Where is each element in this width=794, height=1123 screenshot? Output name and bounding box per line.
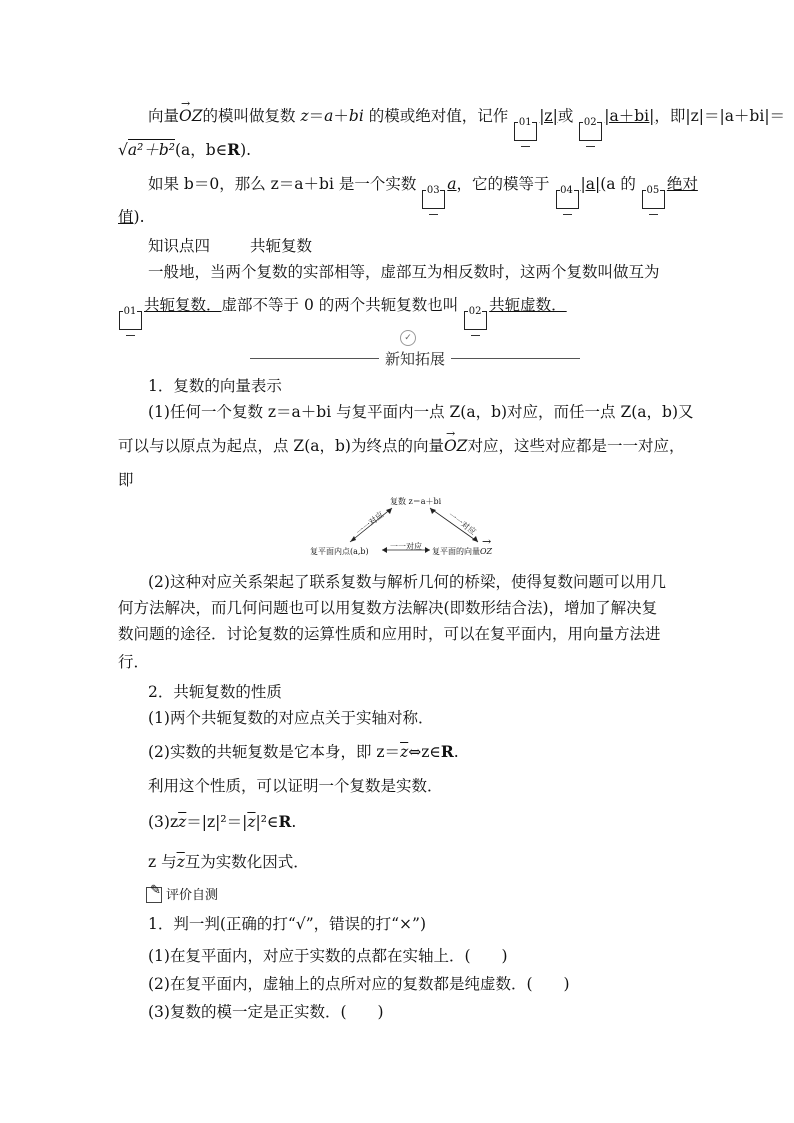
answer-2: |a＋bi| bbox=[604, 107, 655, 125]
diagram-top-node: 复数 z＝a＋bi bbox=[390, 497, 442, 506]
eval-q1-a: (1)在复平面内，对应于实数的点都在实轴上．( ) bbox=[148, 947, 508, 965]
conjugate-definition-line-2: 01 共轭复数．虚部不等于 0 的两个共轭复数也叫 02 共轭虚数． bbox=[118, 295, 567, 330]
z-bar: $\overline{z}$ bbox=[400, 743, 409, 761]
eval-q1: 1．判一判(正确的打“√”，错误的打“×”) bbox=[148, 915, 427, 933]
sqrt-sign: √ bbox=[118, 141, 128, 159]
modulus-definition-line-2: √a²＋b²(a，b∈R). bbox=[118, 140, 252, 159]
correspondence-diagram bbox=[310, 494, 520, 562]
conjugate-definition-line-1: 一般地，当两个复数的实部相等，虚部互为相反数时，这两个复数叫做互为 bbox=[148, 263, 660, 281]
answer-box-05: 05 bbox=[642, 190, 665, 209]
vector-oz: → OZ bbox=[179, 106, 202, 126]
s2-line-1: (1)两个共轭复数的对应点关于实轴对称． bbox=[148, 709, 434, 727]
diagram-left-edge-label: 一一对应 bbox=[354, 510, 386, 537]
answer-box-02: 02 bbox=[579, 122, 602, 141]
s1-title: 1．复数的向量表示 bbox=[148, 377, 282, 395]
answer-3: a bbox=[447, 175, 457, 193]
real-modulus-line-2: 值). bbox=[118, 208, 145, 226]
s1-line-2: 可以与以原点为起点，点 Z(a，b)为终点的向量→ OZ对应，这些对应都是一一对应， bbox=[118, 436, 684, 456]
answer-box-01: 01 bbox=[514, 122, 537, 141]
answer-5: 绝对 bbox=[666, 175, 698, 193]
answer-box-03: 03 bbox=[422, 190, 445, 209]
s2-line-4: $(3)z\overline{z}=|z|^2=|\overline{z}|^2\in R$. bbox=[148, 812, 297, 831]
sqrt-radicand: a²＋b² bbox=[127, 141, 175, 159]
answer-box-conj-02: 02 bbox=[464, 311, 487, 330]
diagram-bottom-edge-label: 一一对应 bbox=[390, 542, 422, 551]
answer-box-conj-01: 01 bbox=[119, 311, 142, 330]
s1b-line-1: (2)这种对应关系架起了联系复数与解析几何的桥梁，使得复数问题可以用几 bbox=[148, 573, 666, 591]
section-badge-icon: ✓ bbox=[400, 330, 416, 346]
eval-title: 评价自测 bbox=[166, 888, 219, 903]
s1b-line-3: 数问题的途径．讨论复数的运算性质和应用时，可以在复平面内，用向量方法进 bbox=[118, 625, 661, 643]
modulus-definition-line-1: 向量→ OZ的模叫做复数 z＝a＋bi 的模或绝对值，记作 01 |z|或 02 |a＋bi|，即|z|＝|a＋bi|＝ bbox=[148, 106, 785, 141]
s1-line-1: (1)任何一个复数 z＝a＋bi 与复平面内一点 Z(a，b)对应，而任一点 Z(a，b)又 bbox=[148, 403, 694, 421]
diagram-right-node: 复平面的向量→ OZ bbox=[432, 546, 492, 557]
answer-conj-2: 共轭虚数． bbox=[489, 296, 567, 314]
answer-1: |z| bbox=[539, 107, 558, 125]
s1-line-3: 即 bbox=[118, 471, 134, 489]
diagram-right-edge-label: 一一对应 bbox=[446, 510, 478, 537]
knowledge-point-4-heading: 知识点四 共轭复数 bbox=[148, 237, 313, 255]
s2-line-5: z 与$\overline{z}$互为实数化因式． bbox=[148, 853, 309, 871]
section-divider bbox=[250, 348, 580, 368]
s2-line-3: 利用这个性质，可以证明一个复数是实数． bbox=[148, 777, 443, 795]
s1b-line-4: 行． bbox=[118, 653, 150, 671]
self-check-icon bbox=[146, 887, 162, 903]
answer-conj-1: 共轭复数． bbox=[144, 296, 222, 314]
section-divider-label: 新知拓展 bbox=[385, 349, 446, 368]
eval-q1-c: (3)复数的模一定是正实数．( ) bbox=[148, 1003, 384, 1021]
answer-4: |a| bbox=[580, 175, 601, 193]
s2-title: 2．共轭复数的性质 bbox=[148, 683, 282, 701]
s1b-line-2: 何方法解决，而几何问题也可以用复数方法解决(即数形结合法)，增加了解决复 bbox=[118, 599, 658, 617]
s2-line-2: (2)实数的共轭复数是它本身，即 $z=\overline{z}\Leftrightarrow z\in R$. bbox=[148, 742, 459, 761]
real-modulus-line-1: 如果 b＝0，那么 z＝a＋bi 是一个实数 03 a，它的模等于 04 |a|(a 的 05 绝对 bbox=[148, 174, 698, 209]
eval-q1-b: (2)在复平面内，虚轴上的点所对应的复数都是纯虚数．( ) bbox=[148, 975, 570, 993]
answer-box-04: 04 bbox=[556, 190, 579, 209]
diagram-left-node: 复平面内点(a,b) bbox=[310, 547, 369, 556]
